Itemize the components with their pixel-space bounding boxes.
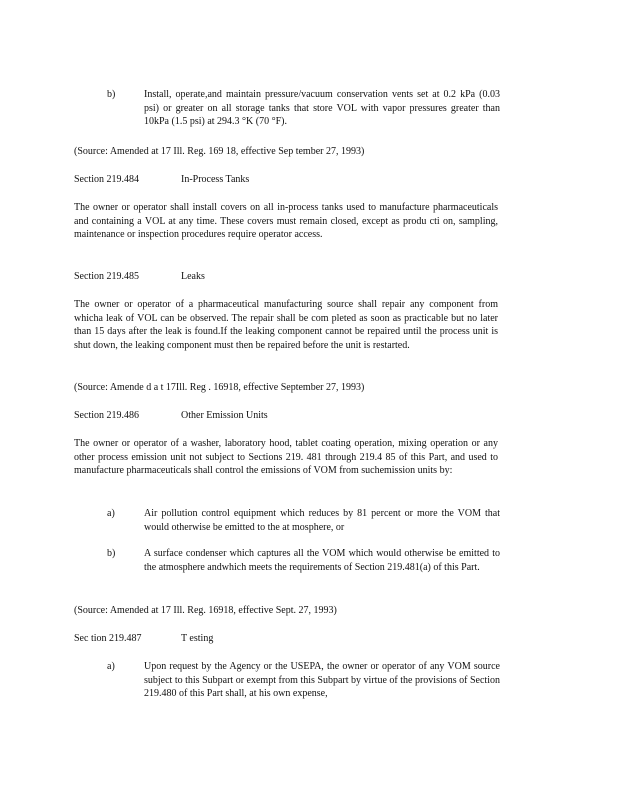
section-heading — [74, 270, 205, 284]
section-heading — [74, 632, 213, 646]
section-number: Section 219.484 — [74, 174, 139, 185]
item-label: a) — [107, 661, 115, 672]
item-label: b) — [107, 548, 116, 559]
section-title: T esting — [181, 633, 214, 644]
section-heading — [74, 409, 268, 423]
item-text: Air pollution control equipment which reduces by 81 percent or more the VOM that would otherwise be emitted to the at mosphere, or — [144, 508, 500, 533]
item-text: A surface condenser which captures all the VOM which would otherwise be emitted to the atmosphere andwhich meets the requirements of Section 219.481(a) of this Part. — [144, 548, 500, 573]
section-number: Section 219.486 — [74, 410, 139, 421]
item-text: Install, operate,and maintain pressure/vacuum conservation vents set at 0.2 kPa (0.03 psi) or greater on all storage tanks that store VOL with vapor pressures greater than 10kPa (1.5 psi) at 294.3 °K (70 °F). — [144, 89, 500, 128]
source-note: (Source: Amended at 17 Ill. Reg. 16918, effective Sept. 27, 1993) — [74, 605, 337, 616]
source-note: (Source: Amende d a t 17Ill. Reg . 16918, effective September 27, 1993) — [74, 382, 365, 393]
body-paragraph: The owner or operator shall install covers on all in-process tanks used to manufacture pharmaceuticals and containing a VOL at any time. These covers must remain closed, except as produ cti on, sampling, maintenance or inspection procedures require operator access. — [74, 202, 498, 241]
section-heading — [74, 173, 249, 187]
body-paragraph: The owner or operator of a pharmaceutical manufacturing source shall repair any component from whicha leak of VOL can be observed. The repair shall be com pleted as soon as practicable but no later than 15 days after the leak is found.If the leaking component cannot be repaired until the process unit is shut down, the leaking component must then be repaired before the unit is restarted. — [74, 299, 498, 351]
section-title: Leaks — [181, 271, 205, 282]
section-number: Sec tion 219.487 — [74, 633, 142, 644]
section-title: In-Process Tanks — [181, 174, 250, 185]
section-title: Other Emission Units — [181, 410, 268, 421]
item-label: b) — [107, 89, 116, 100]
section-number: Section 219.485 — [74, 271, 139, 282]
body-paragraph: The owner or operator of a washer, laboratory hood, tablet coating operation, mixing operation or any other process emission unit not subject to Sections 219. 481 through 219.4 85 of this Part, and used to manufacture pharmaceuticals shall control the emissions of VOM from suchemission units by: — [74, 438, 498, 477]
item-label: a) — [107, 508, 115, 519]
source-note: (Source: Amended at 17 Ill. Reg. 169 18, effective Sep tember 27, 1993) — [74, 146, 365, 157]
item-text: Upon request by the Agency or the USEPA, the owner or operator of any VOM source subject to this Subpart or exempt from this Subpart by virtue of the provisions of Section 219.480 of this Part shall, at his own expense, — [144, 661, 500, 700]
